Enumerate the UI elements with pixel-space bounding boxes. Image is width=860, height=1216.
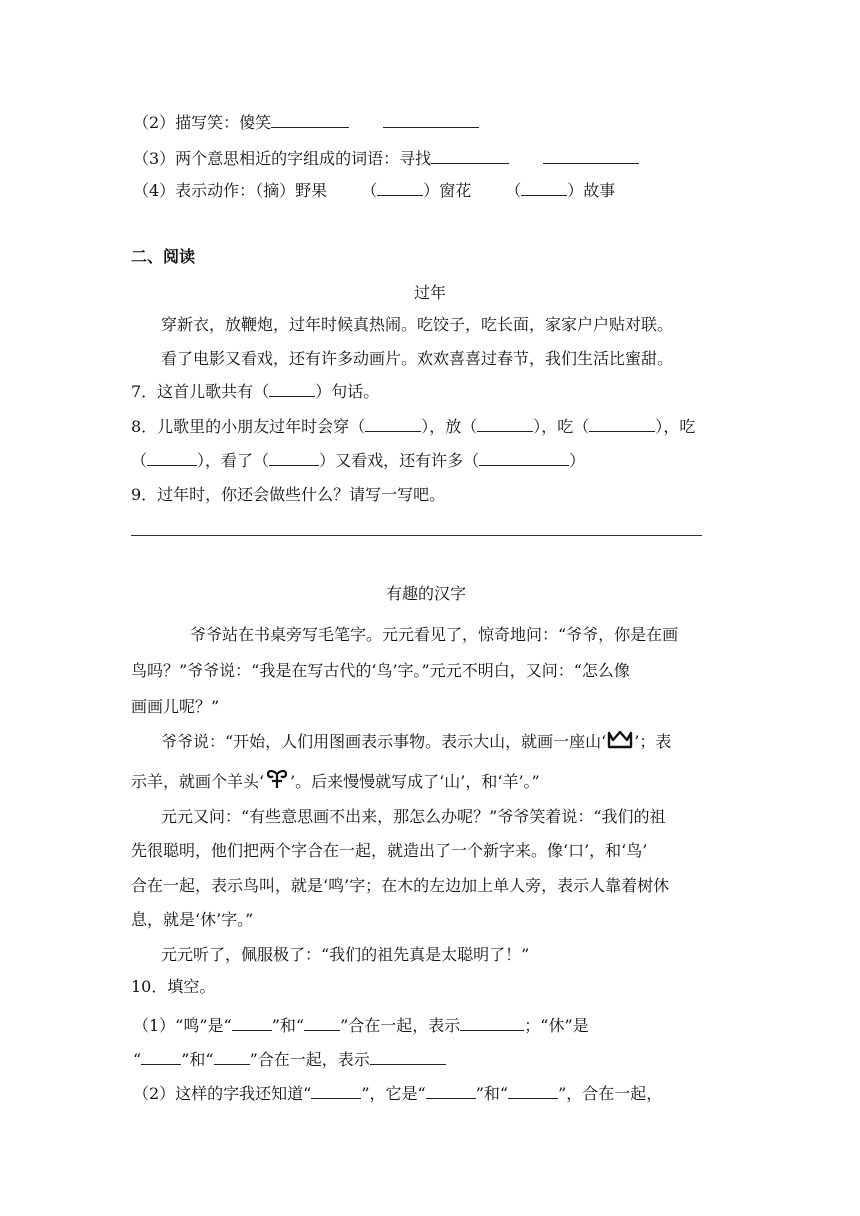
question-2 — [133, 111, 479, 134]
story-p2-text-c: 示羊，就画个羊头‘ — [131, 772, 265, 791]
blank[interactable] — [269, 380, 315, 397]
blank[interactable] — [521, 179, 567, 196]
q8-text-f: 又看戏，还有许多 — [335, 451, 464, 470]
q4-text-a: （4）表示动作：（摘）野果 — [133, 181, 328, 200]
blank[interactable] — [214, 1048, 250, 1065]
blank[interactable] — [271, 111, 349, 128]
story-p1-line-2: 鸟吗？”爷爷说：“我是在写古代的‘鸟’字。”元元不明白，又问：“怎么像 — [131, 661, 630, 680]
blank[interactable] — [543, 147, 639, 164]
blank[interactable] — [426, 1082, 476, 1099]
q10-text-a: （1）“鸣”是“ — [133, 1016, 232, 1035]
q10-text-k: ”，合在一起， — [558, 1084, 663, 1103]
q10-text-b: ”和“ — [271, 1016, 305, 1035]
story-p2-line-2 — [131, 768, 540, 796]
q8-text-a: 8．儿歌里的小朋友过年时会穿 — [131, 417, 350, 436]
section-heading: 二、阅读 — [131, 247, 196, 266]
question-8-line-1: 8．儿歌里的小朋友过年时会穿（ ），放（ ），吃（ ），吃 — [131, 417, 696, 436]
question-9: 9．过年时，你还会做些什么？请写一写吧。 — [131, 485, 446, 504]
story-title: 有趣的汉字 — [386, 584, 467, 603]
poem-line-1: 穿新衣，放鞭炮，过年时候真热闹。吃饺子，吃长面，家家户户贴对联。 — [161, 315, 674, 334]
q10-text-i: ”，它是“ — [361, 1084, 426, 1103]
q10-text-d: ；“休”是 — [524, 1016, 589, 1035]
q8-text-b: ，放 — [429, 417, 462, 436]
question-10-1-line-1 — [133, 1014, 589, 1037]
story-p3-line-2: 先很聪明，他们把两个字合在一起，就造出了一个新字来。像‘口’，和‘鸟’ — [131, 841, 648, 860]
question-8-line-2: （ ），看了（ ）又看戏，还有许多（ ） — [131, 451, 586, 470]
question-10-2 — [133, 1082, 662, 1105]
q8-text-e: ，看了 — [205, 451, 254, 470]
story-p3-line-4: 息，就是‘休’字。” — [131, 910, 254, 929]
story-p3-line-1: 元元又问：“有些意思画不出来，那怎么办呢？”爷爷笑着说：“我们的祖 — [161, 807, 666, 826]
blank[interactable] — [365, 415, 421, 432]
q3-text: （3）两个意思相近的字组成的词语：寻找 — [133, 149, 432, 168]
story-p1-line-1: 爷爷站在书桌旁写毛笔字。元元看见了，惊奇地问：“爷爷，你是在画 — [190, 625, 679, 644]
blank[interactable] — [479, 449, 569, 466]
question-4: （4）表示动作：（摘）野果 （ ）窗花 （ ）故事 — [133, 181, 616, 200]
story-p3-line-3: 合在一起，表示鸟叫，就是‘鸣’字；在木的左边加上单人旁，表示人靠着树休 — [131, 876, 670, 895]
blank[interactable] — [370, 1048, 446, 1065]
question-7: 7．这首儿歌共有（ ）句话。 — [131, 382, 380, 401]
story-p2-line-1 — [161, 730, 671, 756]
q10-text-h: （2）这样的字我还知道“ — [133, 1084, 312, 1103]
q2-text: （2）描写笑：傻笑 — [133, 113, 272, 132]
q10-text-g: ”合在一起，表示 — [249, 1050, 370, 1069]
q7-text-b: 句话。 — [331, 382, 380, 401]
mountain-pictograph-icon — [607, 730, 633, 756]
q10-text-j: ”和“ — [475, 1084, 509, 1103]
blank[interactable] — [141, 1048, 181, 1065]
sheep-head-pictograph-icon — [265, 768, 289, 796]
story-p2-text-d: ’。后来慢慢就写成了‘山’，和‘羊’。” — [290, 772, 540, 791]
q4-text-b: 窗花 — [439, 181, 472, 200]
blank[interactable] — [269, 449, 319, 466]
poem-title: 过年 — [414, 283, 447, 302]
story-p4: 元元听了，佩服极了：“我们的祖先真是太聪明了！” — [161, 945, 530, 964]
blank[interactable] — [383, 111, 479, 128]
poem-line-2: 看了电影又看戏，还有许多动画片。欢欢喜喜过春节，我们生活比蜜甜。 — [161, 349, 674, 368]
story-p2-text-a: 爷爷说：“开始，人们用图画表示事物。表示大山，就画一座山‘ — [161, 732, 607, 751]
blank[interactable] — [147, 449, 197, 466]
question-3 — [133, 147, 639, 170]
q10-text-f: ”和“ — [181, 1050, 214, 1069]
question-10-1-line-2 — [133, 1048, 446, 1071]
story-p2-text-b: ’；表 — [634, 732, 672, 751]
blank[interactable] — [460, 1014, 524, 1031]
q8-text-d: ，吃 — [663, 417, 696, 436]
story-p1-line-3: 画画儿呢？” — [131, 697, 220, 716]
blank[interactable] — [477, 415, 533, 432]
blank[interactable] — [311, 1082, 361, 1099]
q7-text-a: 7．这首儿歌共有 — [131, 382, 254, 401]
blank[interactable] — [508, 1082, 558, 1099]
blank[interactable] — [232, 1014, 272, 1031]
blank[interactable] — [589, 415, 655, 432]
q10-text-e: “ — [133, 1050, 142, 1069]
q4-text-c: 故事 — [583, 181, 616, 200]
blank[interactable] — [304, 1014, 340, 1031]
question-10-title: 10．填空。 — [131, 977, 216, 996]
blank[interactable] — [431, 147, 509, 164]
q8-text-c: ，吃 — [541, 417, 574, 436]
q10-text-c: ”合在一起，表示 — [340, 1016, 461, 1035]
blank[interactable] — [377, 179, 423, 196]
answer-line[interactable] — [131, 535, 702, 536]
